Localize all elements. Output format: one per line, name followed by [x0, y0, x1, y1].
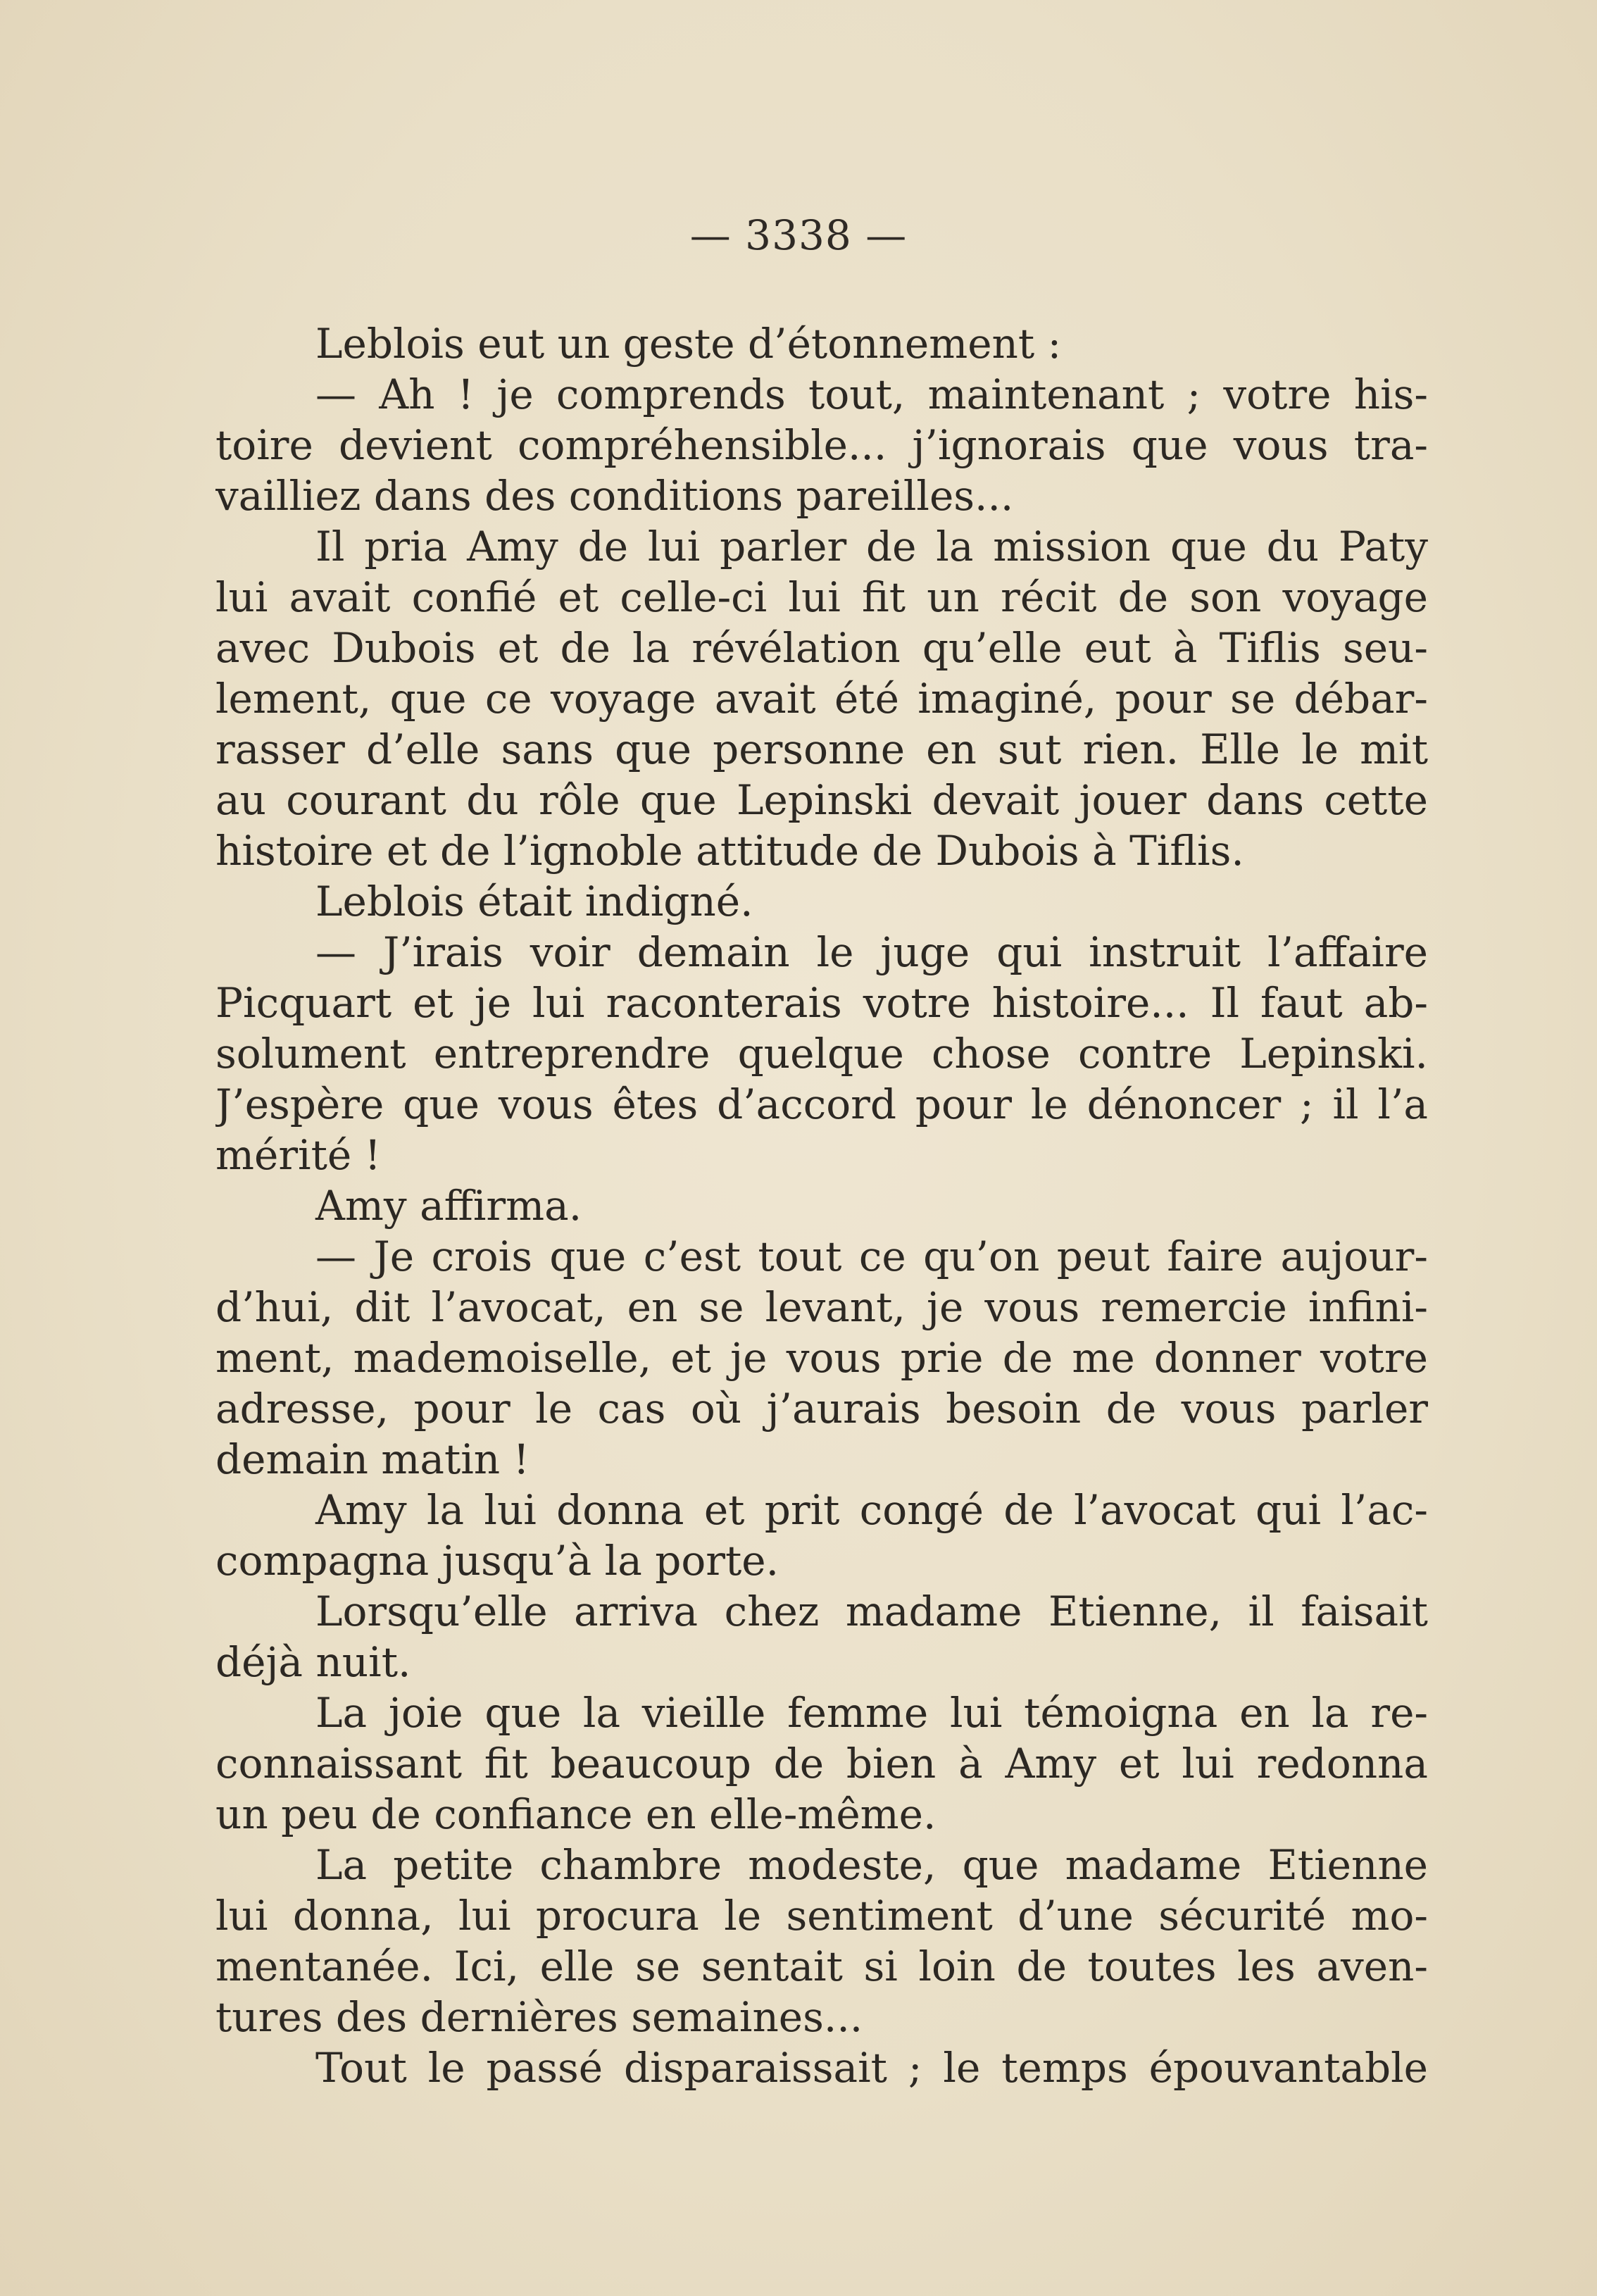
text-line: Amy la lui donna et prit congé de l’avocat qui l’ac-: [315, 1486, 1428, 1534]
text-line: toire devient compréhensible... j’ignorais que vous tra-: [215, 421, 1428, 469]
text-line: J’espère que vous êtes d’accord pour le dénoncer ; il l’a: [215, 1080, 1428, 1128]
text-line: Picquart et je lui raconterais votre histoire... Il faut ab-: [215, 979, 1428, 1027]
text-line: mérité !: [215, 1131, 381, 1179]
text-line: La joie que la vieille femme lui témoigna en la re-: [315, 1689, 1428, 1737]
text-line: lui avait confié et celle-ci lui fit un récit de son voyage: [215, 573, 1428, 621]
text-line: d’hui, dit l’avocat, en se levant, je vous remercie infini-: [215, 1283, 1428, 1331]
text-line: Il pria Amy de lui parler de la mission que du Paty: [315, 523, 1428, 570]
text-line: — J’irais voir demain le juge qui instruit l’affaire: [315, 928, 1428, 976]
text-line: Leblois eut un geste d’étonnement :: [315, 320, 1062, 368]
text-line: lui donna, lui procura le sentiment d’une sécurité mo-: [215, 1892, 1428, 1940]
text-line: mentanée. Ici, elle se sentait si loin de toutes les aven-: [215, 1942, 1428, 1990]
text-line: compagna jusqu’à la porte.: [215, 1537, 779, 1585]
text-line: histoire et de l’ignoble attitude de Dubois à Tiflis.: [215, 827, 1244, 875]
text-line: — Je crois que c’est tout ce qu’on peut faire aujour-: [315, 1233, 1428, 1280]
text-line: déjà nuit.: [215, 1638, 411, 1686]
text-line: — Ah ! je comprends tout, maintenant ; votre his-: [315, 370, 1428, 418]
body-text: [215, 318, 1428, 2093]
text-line: adresse, pour le cas où j’aurais besoin de vous parler: [215, 1385, 1428, 1433]
text-line: au courant du rôle que Lepinski devait jouer dans cette: [215, 776, 1428, 824]
page-number: — 3338 —: [689, 211, 908, 259]
text-line: avec Dubois et de la révélation qu’elle eut à Tiflis seu-: [215, 624, 1428, 672]
text-line: Lorsqu’elle arriva chez madame Etienne, il faisait: [315, 1587, 1428, 1635]
text-line: rasser d’elle sans que personne en sut rien. Elle le mit: [215, 725, 1428, 773]
text-line: lement, que ce voyage avait été imaginé, pour se débar-: [215, 675, 1428, 723]
text-line: demain matin !: [215, 1435, 530, 1483]
text-line: ment, mademoiselle, et je vous prie de me donner votre: [215, 1334, 1428, 1382]
text-line: connaissant fit beaucoup de bien à Amy et lui redonna: [215, 1740, 1428, 1787]
text-line: un peu de confiance en elle-même.: [215, 1790, 937, 1838]
text-line: La petite chambre modeste, que madame Etienne: [315, 1841, 1428, 1889]
text-line: Leblois était indigné.: [315, 878, 753, 925]
text-line: solument entreprendre quelque chose contre Lepinski.: [215, 1030, 1428, 1078]
text-line: vailliez dans des conditions pareilles...: [215, 472, 1014, 520]
text-line: tures des dernières semaines...: [215, 1993, 863, 2041]
text-line: Amy affirma.: [315, 1182, 582, 1230]
text-line: Tout le passé disparaissait ; le temps épouvantable: [315, 2044, 1428, 2092]
